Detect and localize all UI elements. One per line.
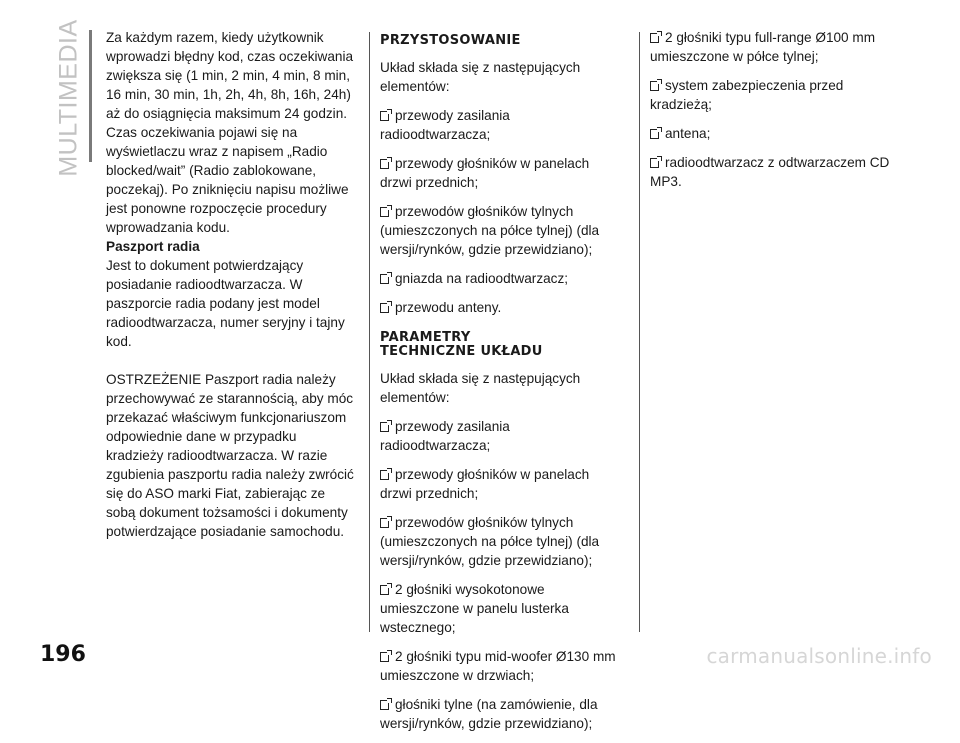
checkbox-bullet-icon <box>650 129 659 139</box>
column-3 <box>650 28 900 201</box>
list-item: system zabezpieczenia przed kradzieżą; <box>650 78 844 112</box>
side-section-label-text: MULTIMEDIA <box>54 18 83 177</box>
list-technical-parameters-continued <box>650 28 900 191</box>
list-item: 2 głośniki wysokotonowe umieszczone w panelu lusterka wstecznego; <box>380 582 569 635</box>
list-technical-parameters <box>380 417 620 733</box>
list-item: głośniki tylne (na zamówienie, dla wersji/rynków, gdzie przewidziano); <box>380 697 598 731</box>
list-item: antena; <box>650 124 900 143</box>
paragraph-wait-time: Za każdym razem, kiedy użytkownik wprowadzi błędny kod, czas oczekiwania zwiększa się (1 min, 2 min, 4 min, 8 min, 16 min, 30 min, 1h, 2h, 4h, 8h, 16h, 24h) aż do osiągnięcia maksimum 24 godzin. Czas oczekiwania pojawi się na wyświetlaczu wraz z napisem „Radio blocked/wait” (Radio zablokowane, poczekaj). Po zniknięciu napisu możliwe jest ponowne rozpoczęcie procedury wprowadzania kodu. <box>106 30 354 235</box>
checkbox-bullet-icon <box>380 470 389 480</box>
page-number: 196 <box>40 642 86 667</box>
subheading-radio-passport: Paszport radia <box>106 239 200 254</box>
column-1 <box>106 28 356 541</box>
column-2 <box>380 28 620 743</box>
list-item: 2 głośniki typu full-range Ø100 mm umieszczone w półce tylnej; <box>650 30 876 64</box>
section-title-adaptation: PRZYSTOSOWANIE <box>380 33 521 48</box>
paragraph-warning: OSTRZEŻENIE Paszport radia należy przechowywać ze starannością, aby móc przekazać właściwym funkcjonariuszom odpowiednie dane w przypadku kradzieży radioodtwarzacza. W razie zgubienia paszportu radia należy zwrócić się do ASO marki Fiat, zabierając ze sobą dokument tożsamości i dokumenty potwierdzające posiadanie samochodu. <box>106 372 354 539</box>
list-adaptation <box>380 106 620 317</box>
list-item: przewodu anteny. <box>380 298 620 317</box>
list-item: przewodów głośników tylnych (umieszczonych na półce tylnej) (dla wersji/rynków, gdzie przewidziano); <box>380 515 600 568</box>
paragraph-radio-passport: Jest to dokument potwierdzający posiadanie radioodtwarzacza. W paszporcie radia podany jest model radioodtwarzacza, numer seryjny i tajny kod. <box>106 258 345 349</box>
checkbox-bullet-icon <box>650 81 659 91</box>
section-intro: Układ składa się z następujących elementów: <box>380 371 581 405</box>
list-item: przewody zasilania radioodtwarzacza; <box>380 419 510 453</box>
list-item: przewody zasilania radioodtwarzacza; <box>380 108 510 142</box>
list-item: gniazda na radioodtwarzacz; <box>380 269 620 288</box>
section-intro: Układ składa się z następujących elementów: <box>380 60 581 94</box>
checkbox-bullet-icon <box>380 274 389 284</box>
checkbox-bullet-icon <box>380 111 389 121</box>
side-rule <box>89 30 92 162</box>
section-title-technical-parameters: PARAMETRY TECHNICZNE UKŁADU <box>380 330 543 359</box>
checkbox-bullet-icon <box>380 159 389 169</box>
checkbox-bullet-icon <box>380 422 389 432</box>
list-item: przewody głośników w panelach drzwi przednich; <box>380 467 590 501</box>
checkbox-bullet-icon <box>650 158 659 168</box>
checkbox-bullet-icon <box>380 207 389 217</box>
column-divider-2 <box>639 32 640 632</box>
list-item: przewodów głośników tylnych (umieszczonych na półce tylnej) (dla wersji/rynków, gdzie przewidziano); <box>380 204 600 257</box>
list-item: radioodtwarzacz z odtwarzaczem CD MP3. <box>650 155 890 189</box>
checkbox-bullet-icon <box>380 518 389 528</box>
checkbox-bullet-icon <box>380 585 389 595</box>
list-item: przewody głośników w panelach drzwi przednich; <box>380 156 590 190</box>
column-divider-1 <box>369 32 370 632</box>
checkbox-bullet-icon <box>380 700 389 710</box>
checkbox-bullet-icon <box>380 652 389 662</box>
list-item: 2 głośniki typu mid-woofer Ø130 mm umieszczone w drzwiach; <box>380 649 616 683</box>
checkbox-bullet-icon <box>650 33 659 43</box>
checkbox-bullet-icon <box>380 303 389 313</box>
side-section-label <box>52 18 86 177</box>
watermark: carmanualsonline.info <box>706 644 932 668</box>
